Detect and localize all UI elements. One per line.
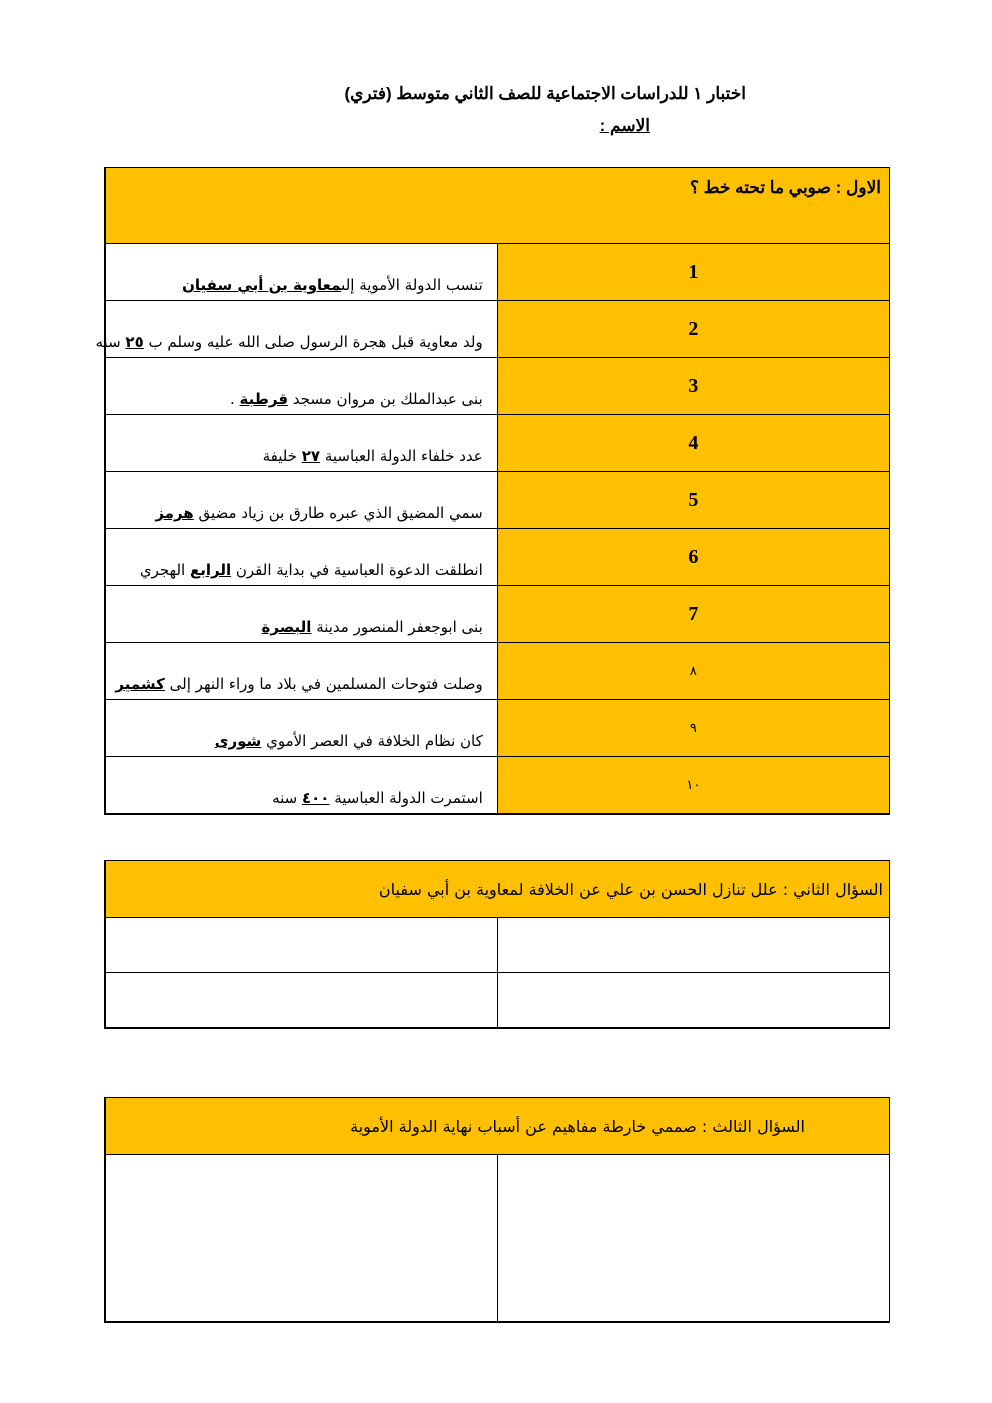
question-text-before: استمرت الدولة العباسية [329,789,483,807]
question-text-after: سنه [272,789,302,807]
question-number: ١٠ [497,757,889,815]
question-2-heading-cell [105,861,890,918]
question-2-heading: السؤال الثاني : علل تنازل الحسن بن علي عن الخلافة لمعاوية بن أبي سفيان [378,879,883,899]
question-3-table [104,1097,890,1323]
question-text-before: وصلت فتوحات المسلمين في بلاد ما وراء النهر إلى [164,675,483,693]
underlined-answer: شورى [214,732,262,750]
question-1-heading: الاول : صوبي ما تحته خط ؟ [689,178,881,197]
question-text [105,415,497,472]
underlined-answer: ٤٠٠ [301,789,330,807]
answer-cell[interactable] [105,973,497,1029]
underlined-answer: ٢٥ [125,333,144,351]
question-text-before: بنى ابوجعفر المنصور مدينة [311,618,483,636]
question-row [105,757,890,815]
question-number: ٩ [497,700,889,757]
question-text [95,301,497,358]
question-number: ٨ [497,643,889,700]
question-row [105,301,890,358]
question-row [105,472,890,529]
question-2-table [104,860,890,1029]
question-text [105,586,497,643]
question-text-after: خليفة [262,447,302,465]
question-text [105,757,497,815]
name-label: الاسم : [599,116,650,135]
question-number: 6 [497,529,889,586]
question-text [105,358,497,415]
question-text-before: سمي المضيق الذي عبره طارق بن زياد مضيق [193,504,483,522]
concept-map-area[interactable] [105,1155,497,1323]
question-row [105,586,890,643]
row-number-cell [497,973,889,1029]
answer-cell[interactable] [105,918,497,973]
question-row [105,358,890,415]
row-number-cell [497,1155,889,1323]
question-text-before: تنسب الدولة الأموية إلى [341,276,483,294]
question-row [105,244,890,301]
underlined-answer: هرمز [155,504,194,522]
question-number: 1 [497,244,889,301]
question-text-before: بنى عبدالملك بن مروان مسجد [288,390,483,408]
question-text-before: ولد معاوية قبل هجرة الرسول صلى الله عليه وسلم ب [143,333,483,351]
question-text-before: كان نظام الخلافة في العصر الأموي [261,732,483,750]
question-text-after: سنه [95,333,126,351]
underlined-answer: قرطبة [239,390,289,408]
question-text [105,244,497,301]
question-text-after: الهجري [139,561,190,579]
answer-row [105,973,890,1029]
question-1-heading-cell [105,168,890,244]
question-text-after: . [229,390,240,408]
question-1-table [95,167,890,815]
question-row [105,700,890,757]
question-text [105,643,497,700]
underlined-answer: الرابع [189,561,232,579]
underlined-answer: ٢٧ [301,447,321,465]
underlined-answer: كشمير [115,675,165,693]
question-number: 4 [497,415,889,472]
question-3-heading-cell [105,1098,890,1155]
question-text-before: انطلقت الدعوة العباسية في بداية القرن [231,561,483,579]
question-row [105,643,890,700]
question-row [105,415,890,472]
row-number-cell [497,918,889,973]
answer-row [105,918,890,973]
question-text [105,472,497,529]
question-text-before: عدد خلفاء الدولة العباسية [320,447,483,465]
question-text [105,529,497,586]
question-number: 5 [497,472,889,529]
question-text [105,700,497,757]
question-3-heading: السؤال الثالث : صممي خارطة مفاهيم عن أسباب نهاية الدولة الأموية [350,1116,805,1136]
question-number: 2 [497,301,889,358]
underlined-answer: البصرة [261,618,312,636]
question-row [105,529,890,586]
underlined-answer: معاوية بن أبي سفيان [182,276,342,294]
question-number: 3 [497,358,889,415]
exam-title: اختبار ١ للدراسات الاجتماعية للصف الثاني متوسط (فتري) [344,84,746,103]
answer-row [105,1155,890,1323]
question-number: 7 [497,586,889,643]
